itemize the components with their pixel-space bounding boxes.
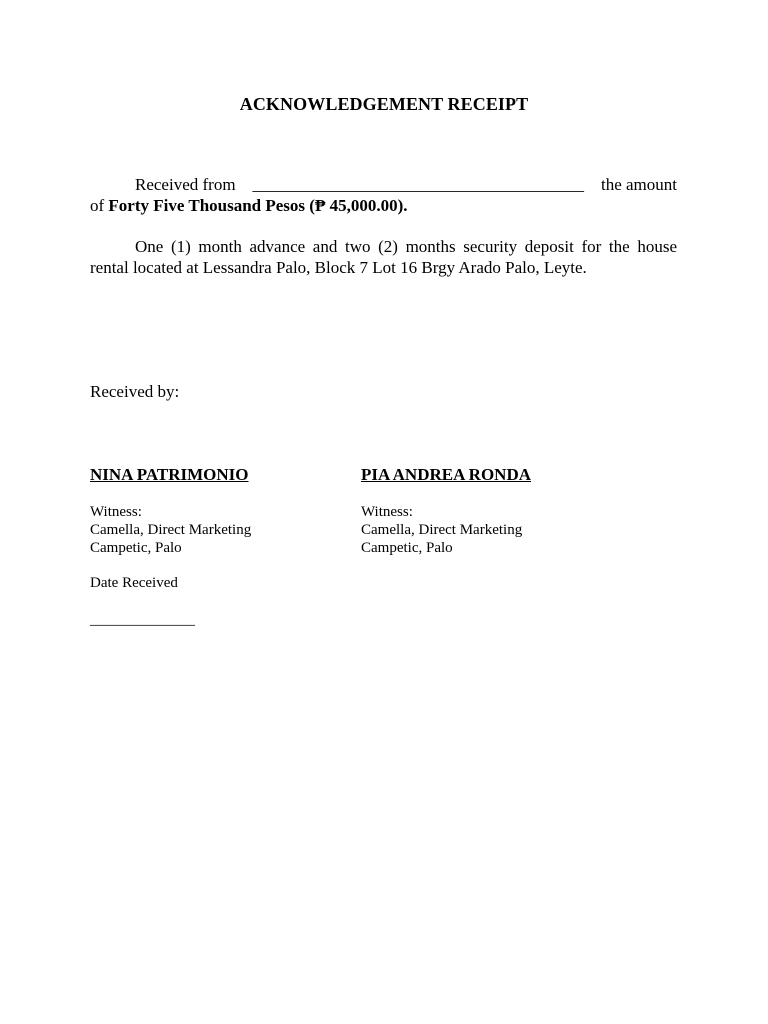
payer-name-blank: _______________________________________ [252,175,585,194]
the-amount-label: the amount [600,175,677,194]
witness-label: Witness: [90,504,142,520]
witness-location: Campetic, Palo [361,540,453,556]
witness-block-left [90,503,251,557]
witness-block-right [361,503,522,557]
signatory-name-left: NINA PATRIMONIO [90,465,249,484]
document-title: ACKNOWLEDGEMENT RECEIPT [239,94,529,114]
amount-text: Forty Five Thousand Pesos (₱ 45,000.00). [108,196,408,215]
witness-company: Camella, Direct Marketing [361,522,523,538]
received-from-label-group [90,174,236,195]
purpose-line-2: rental located at Lessandra Palo, Block 7 Lot 16 Brgy Arado Palo, Leyte. [90,258,587,277]
received-by-label: Received by: [90,382,180,401]
date-received-label: Date Received [90,575,178,591]
signatory-name-right: PIA ANDREA RONDA [361,465,532,484]
amount-line [90,195,677,216]
witness-location: Campetic, Palo [90,540,182,556]
witness-label: Witness: [361,504,413,520]
of-label: of [90,196,105,215]
received-from-label: Received from [135,175,236,194]
purpose-paragraph [90,236,677,278]
received-from-line [90,174,677,195]
purpose-line-1 [90,236,677,257]
witness-company: Camella, Direct Marketing [90,522,252,538]
date-received-blank: ______________ [90,612,195,628]
received-from-paragraph [90,174,677,216]
purpose-text-1: One (1) month advance and two (2) months security deposit for the house [135,237,677,256]
